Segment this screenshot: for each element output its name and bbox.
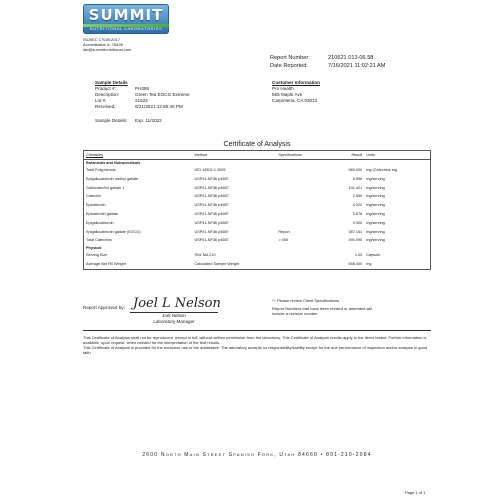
result-cell: 658.400 <box>348 262 363 267</box>
spec-cell <box>276 184 322 193</box>
spec-cell <box>276 219 322 228</box>
units-cell: mg <box>366 262 372 267</box>
table-row <box>84 236 431 245</box>
table-header-row <box>84 151 431 160</box>
approver-name: Joel Nelson <box>161 313 186 318</box>
spec-cell <box>276 201 322 210</box>
units-cell: mg/serving <box>366 212 385 217</box>
method-cell: ISO 14502-1 2005 <box>194 168 226 173</box>
sample-field-label: Received: <box>95 104 116 109</box>
method-cell: USP41-NF36 p4687 <box>194 185 229 190</box>
spec-cell: Report <box>278 229 290 234</box>
result-cell: 490.095 <box>348 238 363 243</box>
spec-cell <box>276 175 322 184</box>
sample-field-label: Product #: <box>95 86 116 91</box>
sample-details <box>95 80 190 110</box>
chemistry-cell: Epicatechin gallate <box>86 212 118 217</box>
sample-field-value: 21522 <box>135 98 148 103</box>
chemistry-cell: Epigallocatechin gallate (EGCG) <box>86 229 141 234</box>
section-label: Physical <box>86 245 102 250</box>
chemistry-cell: Epigallocatechin <box>86 220 114 225</box>
units-cell: mg/serving <box>366 194 385 199</box>
result-cell: 2.659 <box>352 194 363 199</box>
table-row <box>84 192 431 201</box>
lab-info <box>83 37 131 52</box>
report-number-value: 210621 013-06.58 <box>328 55 374 61</box>
method-cell: USP41-NF36 p4687 <box>194 220 229 225</box>
logo-tagline: NUTRITIONAL LABORATORIES <box>89 26 163 31</box>
method-cell: USP41-NF36 p4687 <box>194 212 229 217</box>
column-header: Method <box>192 151 276 160</box>
result-cell: 5.556 <box>352 176 363 181</box>
approval-label: Report Approved by: <box>83 305 125 310</box>
customer-line: Pro Health <box>272 86 294 91</box>
method-cell: USP41-NF36 p4687 <box>194 238 229 243</box>
table-row <box>84 260 431 269</box>
results-table <box>83 150 431 270</box>
sample-field-value: 6/21/2021 12:56:40 PM <box>135 104 183 109</box>
table-row <box>84 184 431 193</box>
method-cell: USP41-NF36 p4687 <box>194 203 229 208</box>
chemistry-cell: Serving Size <box>86 253 108 258</box>
sample-notes-label: Sample Details: <box>95 118 128 123</box>
disclaimer-paragraph: This Certificate of Analysis is provided for the exclusive use of the addressee. The laboratory accepts no responsibility/liability except for the due performance of inspection and/or analysis in good faith. <box>83 345 428 355</box>
signature-image: Joel L Nelson <box>133 296 221 311</box>
units-cell: mg/serving <box>366 176 385 181</box>
approval-note: *= Please review Client Specifications <box>272 298 340 303</box>
table-row <box>84 175 431 184</box>
chemistry-cell: Gallocatechin gallate 1 <box>86 185 125 190</box>
approval-notes <box>272 298 382 316</box>
divider <box>83 330 431 331</box>
units-cell: Capsule <box>366 253 381 258</box>
units-cell: mg/serving <box>366 229 385 234</box>
disclaimer <box>83 335 431 355</box>
customer-info-title: Customer Information <box>272 80 320 85</box>
customer-line: 555 Maple Ave <box>272 92 303 97</box>
result-cell: 4.222 <box>352 203 363 208</box>
date-reported-label: Date Reported: <box>270 63 308 69</box>
spec-cell <box>276 251 322 260</box>
result-cell: 1.00 <box>354 253 363 258</box>
method-cell: Calculated Sample Weight <box>194 262 240 267</box>
method-cell: SNL MA 210 <box>194 253 216 258</box>
logo-word: SUMMIT <box>88 6 164 24</box>
chemistry-cell: Average Net Fill Weight <box>86 262 126 267</box>
sample-notes-value: Exp. 11/2022 <box>135 118 162 123</box>
report-info <box>270 54 385 70</box>
sample-details-title: Sample Details <box>95 80 128 85</box>
spec-cell <box>276 260 322 269</box>
table-row <box>84 219 431 228</box>
certificate-title: Certificate of Analysis <box>223 141 291 148</box>
lab-line: Accreditation #: 75496 <box>83 42 123 47</box>
sample-field-label: Description: <box>95 92 120 97</box>
lab-line: ISO/IEC 17025:2017 <box>83 37 120 42</box>
column-header: Specifications <box>276 151 322 160</box>
spec-cell <box>276 210 322 219</box>
table-row <box>84 210 431 219</box>
column-header: Result <box>323 151 365 160</box>
table-row <box>84 166 431 175</box>
units-cell: mg/serving <box>366 220 385 225</box>
column-header: Chemistry <box>84 151 193 160</box>
units-cell: mg/serving <box>366 238 385 243</box>
units-cell: mg/serving <box>366 185 385 190</box>
result-cell: 560.000 <box>348 168 363 173</box>
chemistry-cell: Total Polyphenols <box>86 168 116 173</box>
date-reported-value: 7/16/2021 11:02:21 AM <box>328 63 386 69</box>
table-row <box>84 228 431 237</box>
disclaimer-paragraph: This Certificate of Analysis shall not be reproduced, except in full, without written permission from the laboratory. This Certificate of Analysis results apply to the items tested. Further information is available, upon request, when needed for the interpretation of the test results. <box>83 335 427 345</box>
chemistry-cell: Total Catechins <box>86 238 112 243</box>
approval-note: Report Numbers that have been revised or amended will include a revision number <box>272 306 373 316</box>
units-cell: mg/serving <box>366 203 385 208</box>
customer-info <box>272 80 320 104</box>
chemistry-cell: Epigallocatechin methyl gallate <box>86 176 139 181</box>
method-cell: USP41-NF36 p4687 <box>194 229 229 234</box>
chemistry-cell: Catechin <box>86 194 101 199</box>
units-cell: mg (Catechins eq) <box>366 168 398 173</box>
sample-notes <box>95 118 162 124</box>
report-number-label: Report Number: <box>270 55 310 61</box>
approver-block <box>130 313 218 325</box>
result-cell: 387.161 <box>348 229 363 234</box>
sample-field-label: Lot #: <box>95 98 107 103</box>
approver-role: Laboratory Manager <box>153 319 195 324</box>
sample-field-value: PH395 <box>135 86 150 91</box>
result-cell: 0.000 <box>352 220 363 225</box>
spec-cell <box>276 192 322 201</box>
lab-line: lab@summitnutritional.com <box>83 47 132 52</box>
table-row <box>84 201 431 210</box>
result-cell: 101.421 <box>348 185 363 190</box>
customer-line: Carpinteria, CA 93013 <box>272 98 318 103</box>
section-label: Botanicals and Nutraceuticals <box>86 160 141 165</box>
result-cell: 0.578 <box>352 212 363 217</box>
column-header: Units <box>364 151 430 160</box>
summit-logo <box>83 4 169 34</box>
method-cell: USP41-NF36 p4687 <box>194 176 229 181</box>
page-indicator: Page 1 of 1 <box>405 490 426 495</box>
method-cell: USP41-NF36 p4687 <box>194 194 229 199</box>
spec-cell <box>276 166 322 175</box>
footer-address: 2600 North Main Street Spanish Fork, Utah 84660 • 801-210-2084 <box>142 452 372 458</box>
table-row <box>84 251 431 260</box>
spec-cell: > 455 <box>278 238 288 243</box>
chemistry-cell: Epicatechin <box>86 203 106 208</box>
sample-field-value: Green Tea EGCG Extreme <box>135 92 190 97</box>
